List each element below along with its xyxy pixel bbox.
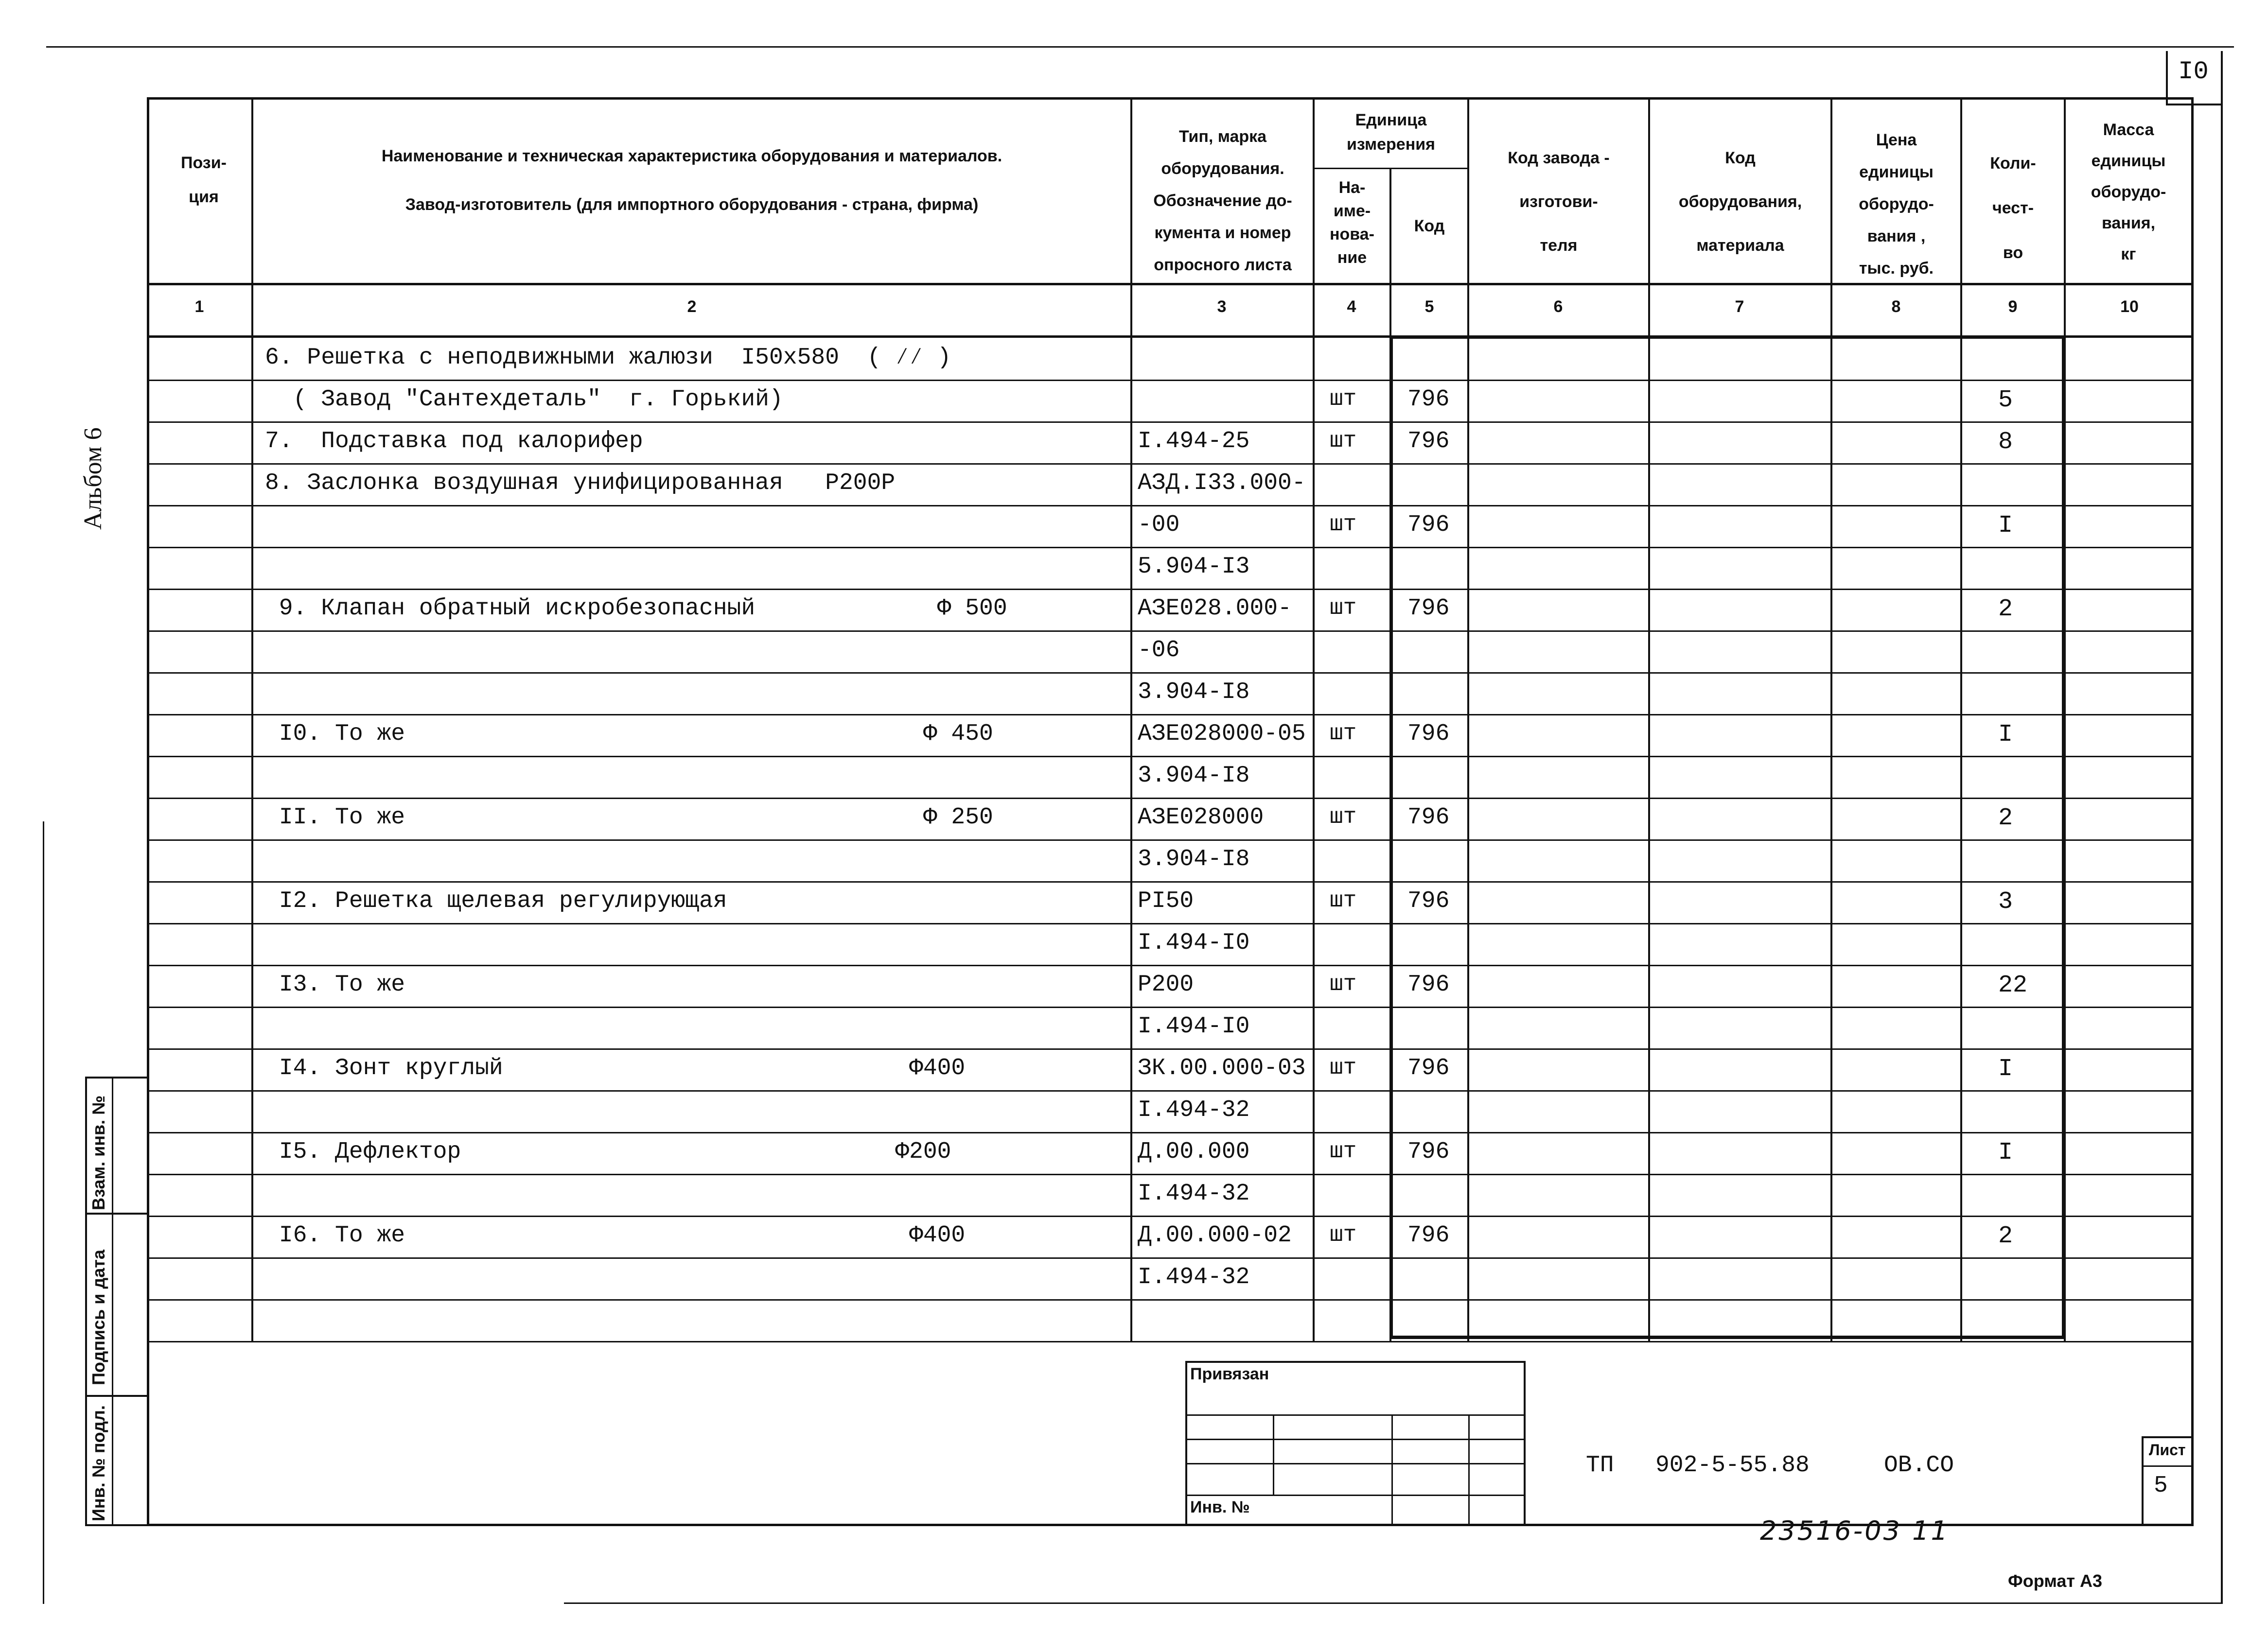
format-label: Формат А3 <box>2008 1571 2103 1591</box>
privyazan-row-3 <box>1185 1463 1526 1464</box>
row-unit: шт <box>1330 595 1357 621</box>
row-unit: шт <box>1330 972 1357 997</box>
row-code: 796 <box>1407 888 1450 914</box>
bold-body-block <box>1389 335 2065 1339</box>
row-qty: 2 <box>1998 595 2013 623</box>
row-type: АЗЕ028.000- <box>1138 595 1292 622</box>
row-type: АЗЕ028000-05 <box>1138 721 1306 747</box>
col-line-2 <box>1130 97 1132 1341</box>
row-unit: шт <box>1330 888 1357 913</box>
table-row-line <box>147 630 2194 632</box>
table-row-line <box>147 1174 2194 1175</box>
row-name: 6. Решетка с неподвижными жалюзи I50x580 ( ⁄⁄ ) <box>265 345 951 371</box>
header-type-mark: Тип, марка оборудования. Обозначение до- кумента и номер опросного листа <box>1153 127 1292 274</box>
row-name: I2. Решетка щелевая регулирующая <box>265 888 727 914</box>
table-row-line <box>147 965 2194 966</box>
row-unit: шт <box>1330 1055 1357 1080</box>
row-unit: шт <box>1330 512 1357 537</box>
col-line-3 <box>1313 97 1315 1341</box>
inv-no-label: Инв. № <box>1190 1498 1250 1516</box>
table-row-line <box>147 1216 2194 1217</box>
privyazan-col-1 <box>1273 1414 1274 1495</box>
column-number: 9 <box>2008 297 2018 316</box>
table-row-line <box>147 756 2194 757</box>
header-unit-name: На- име- нова- ние <box>1330 178 1374 267</box>
column-number: 3 <box>1217 297 1227 316</box>
handwritten-stamp: 23516-03 11 <box>1760 1515 1950 1546</box>
table-row-line <box>147 380 2194 381</box>
header-unit-group: Единица измерения <box>1347 111 1435 154</box>
doc-code-number: 902-5-55.88 <box>1655 1452 1810 1479</box>
row-unit: шт <box>1330 428 1357 453</box>
row-type: АЗД.I33.000- <box>1138 470 1306 496</box>
privyazan-row-2 <box>1185 1439 1526 1440</box>
list-number: 5 <box>2154 1473 2168 1499</box>
row-code: 796 <box>1407 1139 1450 1165</box>
header-quantity: Коли- чест- во <box>1990 154 2036 262</box>
row-type: P200 <box>1138 972 1194 998</box>
top-border-line <box>46 46 2234 48</box>
row-code: 796 <box>1407 512 1450 538</box>
row-code: 796 <box>1407 721 1450 747</box>
row-unit: шт <box>1330 1222 1357 1248</box>
row-name: ( Завод "Сантехдеталь" г. Горький) <box>265 386 783 413</box>
table-row-line <box>147 798 2194 799</box>
row-name: 9. Клапан обратный искробезопасный Ф 500 <box>265 595 1007 622</box>
doc-code-tp: ТП <box>1586 1452 1614 1479</box>
column-number: 2 <box>687 297 697 316</box>
table-row-line <box>147 1341 2194 1342</box>
header-unit-price: Цена единицы оборудо- вания , тыс. руб. <box>1859 131 1934 278</box>
row-type: I.494-25 <box>1138 428 1250 454</box>
table-row-line <box>147 547 2194 548</box>
column-number: 4 <box>1347 297 1356 316</box>
row-qty: 22 <box>1998 972 2028 999</box>
row-type: I.494-I0 <box>1138 930 1250 956</box>
side-stamp-podpis: Подпись и дата <box>88 1250 108 1385</box>
row-code: 796 <box>1407 595 1450 622</box>
row-type: -00 <box>1138 512 1180 538</box>
list-label: Лист <box>2149 1441 2186 1459</box>
row-qty: I <box>1998 721 2013 748</box>
table-row-line <box>147 881 2194 883</box>
table-row-line <box>147 505 2194 506</box>
row-name: I5. Дефлектор Ф200 <box>265 1139 951 1165</box>
row-name: I4. Зонт круглый Ф400 <box>265 1055 966 1081</box>
row-name: II. То же Ф 250 <box>265 804 993 831</box>
row-name: 8. Заслонка воздушная унифицированная Р200Р <box>265 470 896 496</box>
album-label: Альбом 6 <box>79 427 107 530</box>
row-type: I.494-32 <box>1138 1097 1250 1123</box>
row-name: 7. Подставка под калорифер <box>265 428 643 454</box>
row-type: PI50 <box>1138 888 1194 914</box>
row-type: Д.00.000 <box>1138 1139 1250 1165</box>
privyazan-col-3 <box>1468 1414 1470 1526</box>
table-row-line <box>147 589 2194 590</box>
row-qty: I <box>1998 512 2013 540</box>
side-stamp-row-1 <box>85 1213 147 1215</box>
row-code: 796 <box>1407 804 1450 831</box>
header-equipment-code: Код оборудования, материала <box>1678 149 1802 255</box>
header-unit-code: Код <box>1414 217 1445 235</box>
table-row-line <box>147 923 2194 924</box>
header-mass: Масса единицы оборудо- вания, кг <box>2091 121 2166 263</box>
header-factory-code: Код завода - изготови- теля <box>1508 149 1610 255</box>
column-number: 8 <box>1891 297 1901 316</box>
side-stamp-inv-podl: Инв. № подл. <box>88 1405 108 1521</box>
privyazan-label: Привязан <box>1190 1365 1269 1383</box>
row-qty: 5 <box>1998 386 2013 414</box>
side-stamp-vzam: Взам. инв. № <box>88 1095 108 1210</box>
row-unit: шт <box>1330 804 1357 830</box>
column-number: 1 <box>194 297 204 316</box>
table-row-line <box>147 1132 2194 1133</box>
row-unit: шт <box>1330 721 1357 746</box>
row-type: 3.904-I8 <box>1138 679 1250 705</box>
row-code: 796 <box>1407 1222 1450 1249</box>
row-type: 5.904-I3 <box>1138 554 1250 580</box>
row-qty: I <box>1998 1055 2013 1083</box>
table-row-line <box>147 1090 2194 1092</box>
side-stamp-row-2 <box>85 1395 147 1397</box>
row-unit: шт <box>1330 386 1357 412</box>
column-number: 10 <box>2120 297 2139 316</box>
header-position: Пози- ция <box>181 154 227 206</box>
row-name: I6. То же Ф400 <box>265 1222 966 1249</box>
row-qty: 2 <box>1998 804 2013 832</box>
table-row-line <box>147 463 2194 465</box>
privyazan-row-4 <box>1185 1495 1526 1496</box>
row-unit: шт <box>1330 1139 1357 1164</box>
left-edge-line <box>43 821 44 1604</box>
column-number: 7 <box>1735 297 1744 316</box>
row-qty: I <box>1998 1139 2013 1166</box>
right-border-line <box>2221 51 2223 1604</box>
doc-code-mark: ОВ.СО <box>1884 1452 1954 1479</box>
header-name-line1: Наименование и техническая характеристика оборудования и материалов. <box>381 147 1002 165</box>
row-type: -06 <box>1138 637 1180 663</box>
row-code: 796 <box>1407 428 1450 454</box>
row-type: ЗК.00.000-03 <box>1138 1055 1306 1081</box>
table-left-lower <box>147 1337 149 1526</box>
sheet-corner-number: I0 <box>2178 57 2209 86</box>
table-row-line <box>147 839 2194 841</box>
row-qty: 2 <box>1998 1222 2013 1250</box>
side-stamp-divider <box>112 1077 113 1526</box>
table-row-line <box>147 672 2194 674</box>
header-name-line2: Завод-изготовитель (для импортного оборудования - страна, фирма) <box>405 195 979 214</box>
column-number: 5 <box>1424 297 1434 316</box>
row-type: I.494-32 <box>1138 1264 1250 1290</box>
row-type: I.494-I0 <box>1138 1013 1250 1040</box>
row-type: 3.904-I8 <box>1138 846 1250 872</box>
row-name: I0. То же Ф 450 <box>265 721 993 747</box>
table-row-line <box>147 421 2194 423</box>
table-row-line <box>147 1048 2194 1050</box>
row-code: 796 <box>1407 386 1450 413</box>
list-box-divider <box>2142 1465 2194 1467</box>
row-qty: 8 <box>1998 428 2013 456</box>
bottom-border-line <box>564 1602 2222 1604</box>
row-type: Д.00.000-02 <box>1138 1222 1292 1249</box>
table-row-line <box>147 714 2194 715</box>
row-type: 3.904-I8 <box>1138 763 1250 789</box>
table-row-line <box>147 1299 2194 1301</box>
table-row-line <box>147 1257 2194 1259</box>
privyazan-col-2 <box>1391 1414 1393 1526</box>
column-number: 6 <box>1553 297 1563 316</box>
row-qty: 3 <box>1998 888 2013 916</box>
row-name: I3. То же <box>265 972 405 998</box>
row-type: I.494-32 <box>1138 1181 1250 1207</box>
privyazan-row-1 <box>1185 1414 1526 1416</box>
row-code: 796 <box>1407 1055 1450 1081</box>
table-row-line <box>147 1007 2194 1008</box>
row-code: 796 <box>1407 972 1450 998</box>
row-type: АЗЕ028000 <box>1138 804 1264 831</box>
col-line-1 <box>251 97 253 1341</box>
